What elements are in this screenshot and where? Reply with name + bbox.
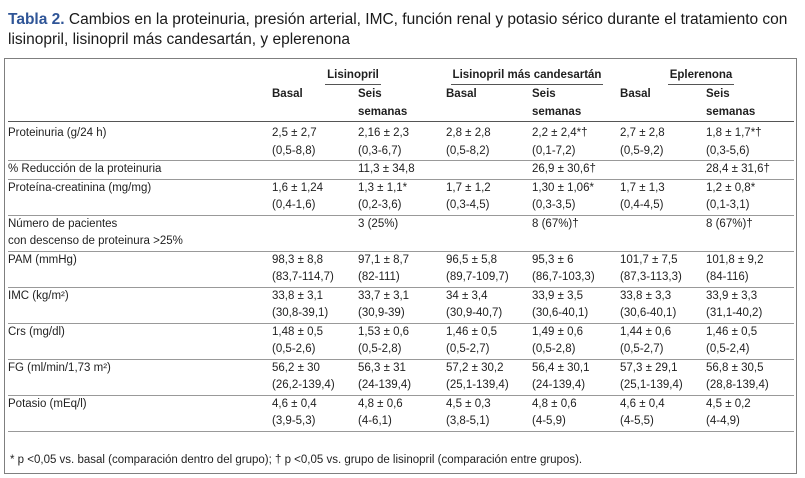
cell-value: 95,3 ± 6 bbox=[532, 253, 574, 266]
table-cell bbox=[620, 122, 706, 161]
table-cell bbox=[620, 161, 706, 180]
cell-range: (26,2-139,4) bbox=[272, 379, 335, 391]
table-cell bbox=[358, 395, 446, 431]
table-cell bbox=[272, 179, 358, 215]
col-header-semanas: semanas bbox=[706, 103, 794, 122]
table-cell bbox=[446, 287, 532, 323]
cell-value: 2,5 ± 2,7 bbox=[272, 127, 317, 139]
col-header-semanas: semanas bbox=[532, 103, 620, 122]
cell-range: (30,6-40,1) bbox=[620, 307, 677, 319]
cell-range: (0,5-9,2) bbox=[620, 144, 664, 157]
table-row bbox=[8, 179, 794, 215]
cell-value: 96,5 ± 5,8 bbox=[446, 253, 498, 266]
cell-value: 4,6 ± 0,4 bbox=[272, 397, 317, 410]
table-cell bbox=[358, 179, 446, 215]
cell-range: (87,3-113,3) bbox=[620, 271, 682, 283]
row-label-line: IMC (kg/m²) bbox=[8, 289, 69, 302]
results-table bbox=[8, 66, 794, 432]
row-label-line: Proteinuria (g/24 h) bbox=[8, 127, 107, 139]
corner-cell bbox=[8, 66, 272, 85]
table-cell bbox=[272, 122, 358, 161]
cell-value: 34 ± 3,4 bbox=[446, 289, 488, 302]
row-label-line: PAM (mmHg) bbox=[8, 253, 77, 266]
table-cell bbox=[272, 161, 358, 180]
table-cell bbox=[446, 251, 532, 287]
table-cell bbox=[272, 323, 358, 359]
table-cell bbox=[358, 215, 446, 251]
cell-value: 57,3 ± 29,1 bbox=[620, 361, 678, 374]
cell-range: (31,1-40,2) bbox=[706, 307, 763, 319]
cell-value: 1,7 ± 1,2 bbox=[446, 181, 491, 194]
table-cell bbox=[620, 287, 706, 323]
cell-value: 1,46 ± 0,5 bbox=[446, 325, 498, 338]
cell-value: 1,53 ± 0,6 bbox=[358, 325, 410, 338]
row-label bbox=[8, 323, 272, 359]
table-cell bbox=[620, 179, 706, 215]
row-label bbox=[8, 251, 272, 287]
cell-range: (0,3-6,7) bbox=[358, 144, 402, 157]
cell-range: (83,7-114,7) bbox=[272, 271, 334, 283]
cell-range: (89,7-109,7) bbox=[446, 271, 509, 283]
cell-range: (0,4-1,6) bbox=[272, 199, 316, 211]
table-cell bbox=[532, 179, 620, 215]
row-label bbox=[8, 359, 272, 395]
footnote: * p <0,05 vs. basal (comparación dentro del grupo); † p <0,05 vs. grupo de lisinopril (comparación entre grupos). bbox=[10, 454, 583, 466]
group-header-lisinopril-candesartan: Lisinopril más candesartán bbox=[446, 66, 620, 85]
table-cell bbox=[272, 395, 358, 431]
col-header-seis: Seis bbox=[706, 88, 730, 100]
cell-value: 8 (67%)† bbox=[706, 217, 753, 230]
table-cell bbox=[532, 323, 620, 359]
table-cell bbox=[446, 215, 532, 251]
cell-range: (0,5-2,7) bbox=[620, 343, 664, 355]
cell-value: 4,5 ± 0,3 bbox=[446, 397, 491, 410]
cell-value: 56,4 ± 30,1 bbox=[532, 361, 590, 374]
cell-value: 2,7 ± 2,8 bbox=[620, 127, 665, 139]
cell-range: (0,3-5,6) bbox=[706, 144, 750, 157]
cell-value: 101,8 ± 9,2 bbox=[706, 253, 764, 266]
cell-value: 57,2 ± 30,2 bbox=[446, 361, 504, 374]
cell-value: 101,7 ± 7,5 bbox=[620, 253, 678, 266]
cell-value: 4,6 ± 0,4 bbox=[620, 397, 665, 410]
cell-range: (30,9-39) bbox=[358, 307, 405, 319]
cell-range: (84-116) bbox=[706, 271, 749, 283]
cell-range: (25,1-139,4) bbox=[620, 379, 683, 391]
table-cell bbox=[358, 161, 446, 180]
row-label-line: Crs (mg/dl) bbox=[8, 325, 65, 338]
cell-range: (82-111) bbox=[358, 271, 400, 283]
cell-value: 11,3 ± 34,8 bbox=[358, 163, 415, 175]
table-cell bbox=[706, 287, 794, 323]
table-cell bbox=[532, 161, 620, 180]
cell-range: (4-5,5) bbox=[620, 415, 654, 427]
row-label-line: Número de pacientes bbox=[8, 217, 118, 230]
cell-range: (30,6-40,1) bbox=[532, 307, 589, 319]
table-cell bbox=[706, 395, 794, 431]
table-cell bbox=[706, 179, 794, 215]
table-row bbox=[8, 395, 794, 431]
table-cell bbox=[532, 395, 620, 431]
cell-value: 2,16 ± 2,3 bbox=[358, 127, 410, 139]
table-cell bbox=[446, 161, 532, 180]
table-cell bbox=[706, 251, 794, 287]
table-cell bbox=[532, 215, 620, 251]
row-label bbox=[8, 215, 272, 251]
table-cell bbox=[706, 359, 794, 395]
row-label bbox=[8, 395, 272, 431]
cell-range: (0,2-3,6) bbox=[358, 199, 402, 211]
cell-value: 1,2 ± 0,8* bbox=[706, 181, 756, 194]
cell-range: (0,5-2,7) bbox=[446, 343, 490, 355]
row-label bbox=[8, 122, 272, 161]
table-body bbox=[8, 122, 794, 432]
table-row bbox=[8, 359, 794, 395]
table-cell bbox=[446, 395, 532, 431]
table-cell bbox=[620, 323, 706, 359]
cell-range: (0,1-3,1) bbox=[706, 199, 750, 211]
cell-range: (0,5-2,8) bbox=[358, 343, 402, 355]
cell-range: (86,7-103,3) bbox=[532, 271, 595, 283]
table-cell bbox=[446, 179, 532, 215]
table-cell bbox=[620, 251, 706, 287]
table-cell bbox=[706, 161, 794, 180]
table-cell bbox=[620, 359, 706, 395]
cell-range: (28,8-139,4) bbox=[706, 379, 769, 391]
cell-value: 1,46 ± 0,5 bbox=[706, 325, 758, 338]
row-label-line: Proteína-creatinina (mg/mg) bbox=[8, 181, 152, 194]
cell-value: 97,1 ± 8,7 bbox=[358, 253, 410, 266]
col-header-semanas: semanas bbox=[358, 103, 446, 122]
table-cell bbox=[620, 395, 706, 431]
cell-value: 4,8 ± 0,6 bbox=[532, 397, 577, 410]
table-title: Cambios en la proteinuria, presión arterial, IMC, función renal y potasio sérico durante el tratamiento con lisinopril, lisinopril más candesartán, y eplerenona bbox=[8, 11, 788, 48]
table-cell bbox=[532, 287, 620, 323]
table-row bbox=[8, 287, 794, 323]
cell-range: (3,8-5,1) bbox=[446, 415, 490, 427]
row-label bbox=[8, 161, 272, 180]
cell-range: (0,5-2,6) bbox=[272, 343, 316, 355]
cell-range: (0,5-8,8) bbox=[272, 144, 316, 157]
table-cell bbox=[532, 251, 620, 287]
cell-value: 28,4 ± 31,6† bbox=[706, 163, 770, 175]
cell-value: 1,6 ± 1,24 bbox=[272, 181, 324, 194]
col-header-basal: Basal bbox=[272, 88, 303, 100]
row-label-line: Potasio (mEq/l) bbox=[8, 397, 87, 410]
row-label-line: FG (ml/min/1,73 m²) bbox=[8, 361, 111, 374]
cell-value: 3 (25%) bbox=[358, 217, 399, 230]
table-cell bbox=[272, 287, 358, 323]
cell-value: 33,9 ± 3,5 bbox=[532, 289, 584, 302]
table-row bbox=[8, 251, 794, 287]
cell-value: 1,48 ± 0,5 bbox=[272, 325, 324, 338]
table-cell bbox=[446, 122, 532, 161]
table-cell bbox=[706, 323, 794, 359]
table-cell bbox=[532, 359, 620, 395]
cell-value: 1,44 ± 0,6 bbox=[620, 325, 672, 338]
cell-value: 33,9 ± 3,3 bbox=[706, 289, 758, 302]
col-header-basal: Basal bbox=[446, 88, 477, 100]
cell-range: (4-5,9) bbox=[532, 415, 566, 427]
table-cell bbox=[620, 215, 706, 251]
row-label bbox=[8, 179, 272, 215]
cell-range: (4-6,1) bbox=[358, 415, 392, 427]
row-label-line: % Reducción de la proteinuria bbox=[8, 163, 162, 175]
table-row bbox=[8, 122, 794, 161]
cell-value: 2,2 ± 2,4*† bbox=[532, 127, 588, 139]
cell-range: (0,5-8,2) bbox=[446, 144, 490, 157]
cell-value: 2,8 ± 2,8 bbox=[446, 127, 491, 139]
cell-value: 1,3 ± 1,1* bbox=[358, 181, 408, 194]
table-cell bbox=[358, 251, 446, 287]
cell-value: 26,9 ± 30,6† bbox=[532, 163, 596, 175]
table-cell bbox=[358, 323, 446, 359]
cell-value: 1,7 ± 1,3 bbox=[620, 181, 665, 194]
table-cell bbox=[706, 122, 794, 161]
row-label-line: con descenso de proteinura >25% bbox=[8, 235, 183, 247]
cell-range: (24-139,4) bbox=[532, 379, 586, 391]
table-cell bbox=[446, 323, 532, 359]
row-label bbox=[8, 287, 272, 323]
cell-range: (0,3-4,5) bbox=[446, 199, 490, 211]
table-cell bbox=[706, 215, 794, 251]
cell-value: 33,8 ± 3,3 bbox=[620, 289, 672, 302]
table-cell bbox=[272, 215, 358, 251]
table-row bbox=[8, 215, 794, 251]
cell-range: (0,5-2,4) bbox=[706, 343, 750, 355]
cell-range: (4-4,9) bbox=[706, 415, 740, 427]
col-header-seis: Seis bbox=[358, 88, 382, 100]
group-header-lisinopril: Lisinopril bbox=[272, 66, 446, 85]
col-header-basal: Basal bbox=[620, 88, 651, 100]
table-row bbox=[8, 161, 794, 180]
table-cell bbox=[532, 122, 620, 161]
cell-range: (0,1-7,2) bbox=[532, 144, 576, 157]
cell-range: (0,4-4,5) bbox=[620, 199, 664, 211]
cell-value: 56,3 ± 31 bbox=[358, 361, 406, 374]
cell-range: (30,8-39,1) bbox=[272, 307, 329, 319]
table-caption bbox=[8, 10, 798, 50]
col-header-seis: Seis bbox=[532, 88, 556, 100]
cell-range: (3,9-5,3) bbox=[272, 415, 316, 427]
cell-value: 33,8 ± 3,1 bbox=[272, 289, 324, 302]
table-cell bbox=[272, 251, 358, 287]
table-number: Tabla 2. bbox=[8, 11, 65, 28]
cell-range: (0,3-3,5) bbox=[532, 199, 576, 211]
cell-value: 1,8 ± 1,7*† bbox=[706, 127, 762, 139]
cell-range: (25,1-139,4) bbox=[446, 379, 509, 391]
table-cell bbox=[358, 122, 446, 161]
cell-value: 1,30 ± 1,06* bbox=[532, 181, 594, 194]
cell-value: 56,2 ± 30 bbox=[272, 361, 320, 374]
cell-value: 33,7 ± 3,1 bbox=[358, 289, 410, 302]
cell-range: (24-139,4) bbox=[358, 379, 412, 391]
cell-value: 98,3 ± 8,8 bbox=[272, 253, 324, 266]
cell-value: 4,5 ± 0,2 bbox=[706, 397, 751, 410]
table-cell bbox=[358, 359, 446, 395]
table-cell bbox=[272, 359, 358, 395]
table-row bbox=[8, 323, 794, 359]
cell-value: 8 (67%)† bbox=[532, 217, 579, 230]
cell-range: (30,9-40,7) bbox=[446, 307, 503, 319]
cell-value: 1,49 ± 0,6 bbox=[532, 325, 584, 338]
group-header-eplerenona: Eplerenona bbox=[620, 66, 794, 85]
cell-value: 4,8 ± 0,6 bbox=[358, 397, 403, 410]
table-cell bbox=[446, 359, 532, 395]
cell-value: 56,8 ± 30,5 bbox=[706, 361, 764, 374]
table-cell bbox=[358, 287, 446, 323]
cell-range: (0,5-2,8) bbox=[532, 343, 576, 355]
